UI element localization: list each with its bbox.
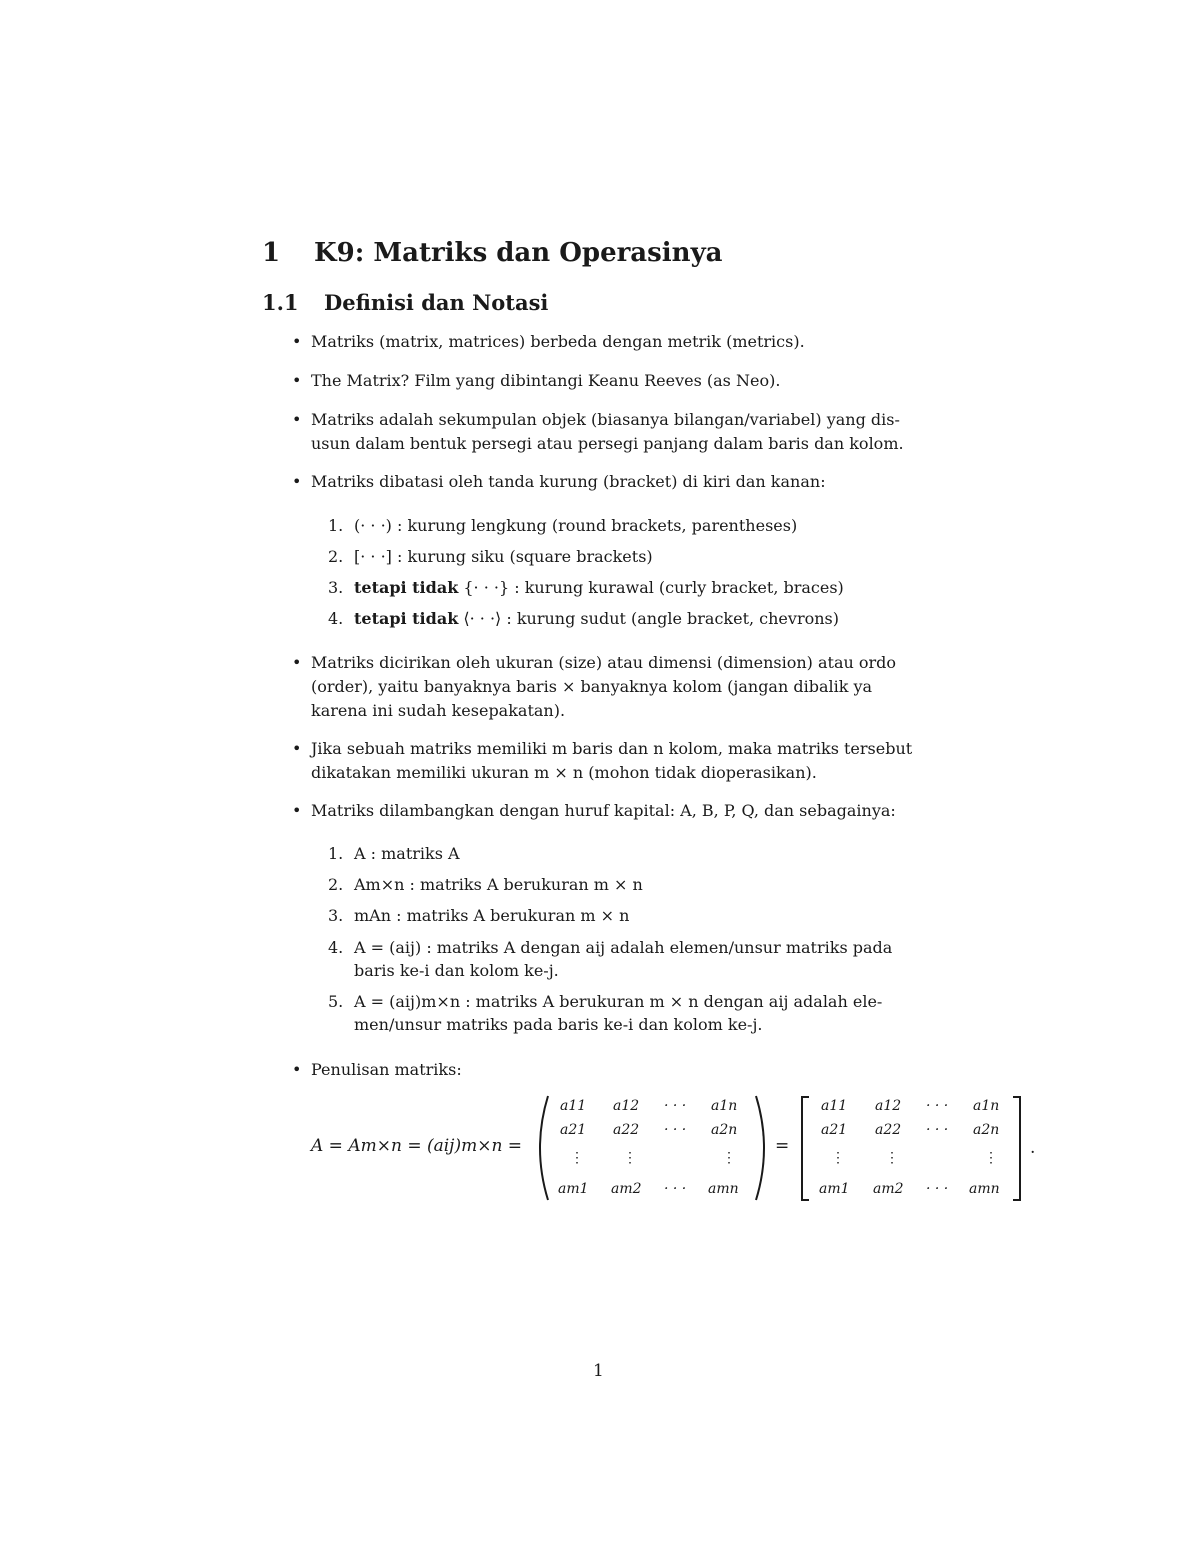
page-number: 1 bbox=[593, 1361, 604, 1381]
bullet-marker: • bbox=[292, 371, 302, 390]
bullet-item-3-line2: usun dalam bentuk persegi atau persegi panjang dalam baris dan kolom. bbox=[311, 434, 904, 453]
bullet-item-5-line2: (order), yaitu banyaknya baris × banyaknya kolom (jangan dibalik ya bbox=[311, 677, 873, 696]
matrix1-cell: · · · bbox=[664, 1181, 687, 1197]
matrix1-cell: am1 bbox=[558, 1181, 589, 1197]
matrix1-cell: a12 bbox=[613, 1098, 640, 1114]
matrix2-cell: ⋮ bbox=[885, 1150, 899, 1166]
bullet-item-3-line1: Matriks adalah sekumpulan objek (biasanya bilangan/variabel) yang dis- bbox=[311, 410, 900, 429]
matrix2-cell: amn bbox=[969, 1181, 1000, 1197]
enum-number: 2. bbox=[328, 875, 344, 894]
notation-list-item-3: mAn : matriks A berukuran m × n bbox=[354, 906, 630, 925]
matrix2-cell: ⋮ bbox=[831, 1150, 845, 1166]
notation-list-item-5-line1: A = (aij)m×n : matriks A berukuran m × n dengan aij adalah ele- bbox=[354, 992, 883, 1011]
section-title: K9: Matriks dan Operasinya bbox=[314, 238, 723, 268]
equation-lhs: A = Am×n = (aij)m×n = bbox=[311, 1136, 523, 1156]
matrix1-cell: ⋮ bbox=[570, 1150, 584, 1166]
left-parenthesis bbox=[540, 1096, 548, 1200]
right-parenthesis bbox=[756, 1096, 764, 1200]
right-square-bracket bbox=[1013, 1097, 1020, 1200]
matrix2-cell: ⋮ bbox=[984, 1150, 998, 1166]
matrix1-cell: a1n bbox=[711, 1098, 738, 1114]
bullet-item-5-line3: karena ini sudah kesepakatan). bbox=[311, 701, 566, 720]
bullet-item-6-line1: Jika sebuah matriks memiliki m baris dan n kolom, maka matriks tersebut bbox=[311, 739, 913, 758]
matrix2-cell: · · · bbox=[926, 1181, 949, 1197]
notation-list-item-4-line2: baris ke-i dan kolom ke-j. bbox=[354, 961, 559, 980]
matrix2-cell: a22 bbox=[875, 1122, 902, 1138]
enum-number: 5. bbox=[328, 992, 344, 1011]
section-number: 1 bbox=[262, 238, 281, 268]
enum-number: 3. bbox=[328, 578, 344, 597]
matrix1-cell: a2n bbox=[711, 1122, 738, 1138]
bullet-marker: • bbox=[292, 472, 302, 491]
matrix1-cell: a21 bbox=[560, 1122, 587, 1138]
enum-number: 1. bbox=[328, 844, 344, 863]
matrix2-cell: a12 bbox=[875, 1098, 902, 1114]
bracket-list-item-4-text: ⟨· · ·⟩ : kurung sudut (angle bracket, chevrons) bbox=[458, 609, 839, 628]
subsection-title: Definisi dan Notasi bbox=[324, 290, 549, 315]
matrix2-cell: am2 bbox=[873, 1181, 904, 1197]
bullet-item-7: Matriks dilambangkan dengan huruf kapital: A, B, P, Q, dan sebagainya: bbox=[311, 801, 896, 820]
matrix2-cell: a11 bbox=[821, 1098, 848, 1114]
bullet-marker: • bbox=[292, 332, 302, 351]
bullet-item-4: Matriks dibatasi oleh tanda kurung (bracket) di kiri dan kanan: bbox=[311, 472, 826, 491]
equation-equals: = bbox=[775, 1136, 790, 1156]
left-square-bracket bbox=[802, 1097, 809, 1200]
bracket-list-item-2: [· · ·] : kurung siku (square brackets) bbox=[354, 547, 653, 566]
enum-number: 4. bbox=[328, 609, 344, 628]
notation-list-item-2: Am×n : matriks A berukuran m × n bbox=[354, 875, 643, 894]
matrix1-cell: am2 bbox=[611, 1181, 642, 1197]
notation-list-item-5-line2: men/unsur matriks pada baris ke-i dan kolom ke-j. bbox=[354, 1015, 763, 1034]
bullet-item-2: The Matrix? Film yang dibintangi Keanu Reeves (as Neo). bbox=[311, 371, 781, 390]
matrix1-cell: · · · bbox=[664, 1122, 687, 1138]
enum-number: 1. bbox=[328, 516, 344, 535]
matrix1-cell: a22 bbox=[613, 1122, 640, 1138]
bullet-item-5-line1: Matriks dicirikan oleh ukuran (size) atau dimensi (dimension) atau ordo bbox=[311, 653, 897, 672]
matrix2-cell: a2n bbox=[973, 1122, 1000, 1138]
enum-number: 2. bbox=[328, 547, 344, 566]
equation-period: . bbox=[1030, 1138, 1036, 1158]
bullet-item-1: Matriks (matrix, matrices) berbeda dengan metrik (metrics). bbox=[311, 332, 805, 351]
matrix1-cell: ⋮ bbox=[623, 1150, 637, 1166]
bullet-marker: • bbox=[292, 410, 302, 429]
bullet-marker: • bbox=[292, 801, 302, 820]
bullet-marker: • bbox=[292, 739, 302, 758]
bracket-list-item-3-text: {· · ·} : kurung kurawal (curly bracket, braces) bbox=[458, 578, 844, 597]
bracket-list-item-1: (· · ·) : kurung lengkung (round brackets, parentheses) bbox=[354, 516, 798, 535]
bullet-marker: • bbox=[292, 653, 302, 672]
matrix2-cell: am1 bbox=[819, 1181, 850, 1197]
matrix2-cell: · · · bbox=[926, 1098, 949, 1114]
matrix2-cell: a21 bbox=[821, 1122, 848, 1138]
subsection-number: 1.1 bbox=[262, 290, 299, 315]
bullet-marker: • bbox=[292, 1060, 302, 1079]
notation-list-item-4-line1: A = (aij) : matriks A dengan aij adalah elemen/unsur matriks pada bbox=[354, 938, 893, 957]
emphasis-bold: tetapi tidak bbox=[354, 609, 459, 628]
matrix2-cell: a1n bbox=[973, 1098, 1000, 1114]
matrix1-cell: ⋮ bbox=[722, 1150, 736, 1166]
bullet-item-6-line2: dikatakan memiliki ukuran m × n (mohon tidak dioperasikan). bbox=[311, 763, 817, 782]
matrix1-cell: amn bbox=[708, 1181, 739, 1197]
enum-number: 4. bbox=[328, 938, 344, 957]
emphasis-bold: tetapi tidak bbox=[354, 578, 459, 597]
matrix2-cell: · · · bbox=[926, 1122, 949, 1138]
bullet-item-8: Penulisan matriks: bbox=[311, 1060, 462, 1079]
matrix1-cell: a11 bbox=[560, 1098, 587, 1114]
matrix1-cell: · · · bbox=[664, 1098, 687, 1114]
notation-list-item-1: A : matriks A bbox=[354, 844, 460, 863]
enum-number: 3. bbox=[328, 906, 344, 925]
